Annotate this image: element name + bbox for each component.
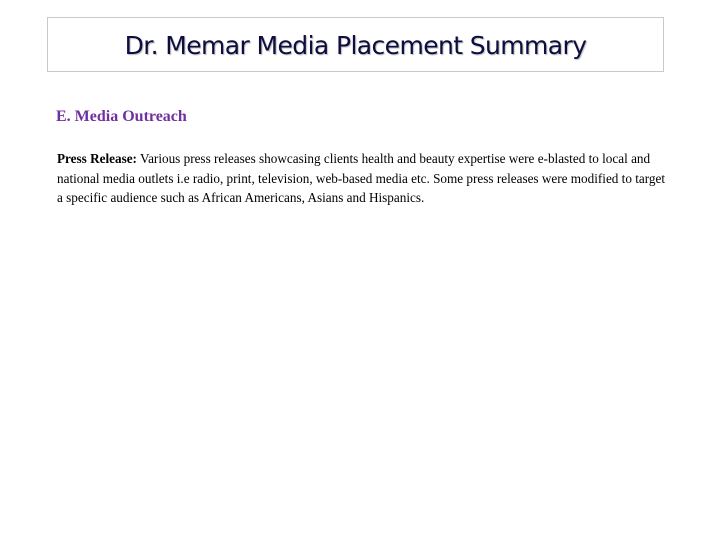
title-box [47, 17, 664, 72]
paragraph-lead: Press Release: [57, 151, 137, 166]
paragraph-text: Various press releases showcasing clients health and beauty expertise were e-blasted to local and national media outlets i.e radio, print, television, web-based media etc. Some press releases were modified to target a specific audience such as African Americans, Asians and Hispanics. [57, 151, 666, 206]
slide-title: Dr. Memar Media Placement Summary [124, 31, 587, 60]
body-paragraph [57, 149, 669, 208]
section-heading: E. Media Outreach [56, 108, 187, 125]
